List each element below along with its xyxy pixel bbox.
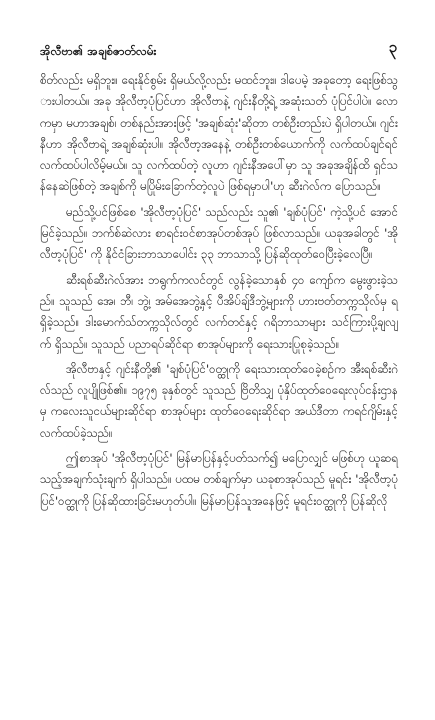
paragraph-1: စိတ်လည်း မရှိဘူး။ ရေးနိုင်စွမ်း ရှိမယ်လို့လည်း မထင်ဘူး။ ဒါပေမဲ့ အခုတော့ ရေးဖြစ်သွားပါတယ်။ အခု အိုလီဗာ့ပုံပြင်ဟာ အိုလီဗာနဲ့ ဂျင်းနီတို့ရဲ့ အဆုံးသတ် ပုံပြင်ပါပဲ။ လောကမှာ မဟာအချစ်၊ တစ်နည်းအားဖြင့် 'အချစ်ဆုံး'ဆိုတာ တစ်ဦးတည်းပဲ ရှိပါတယ်။ ဂျင်းနီဟာ အိုလီဗာရဲ့ အချစ်ဆုံးပါ။ အိုလီဗာ့အနေနဲ့ တစ်ဦးတစ်ယောက်ကို လက်ထပ်ချင်ရင် လက်ထပ်ပါလိမ့်မယ်။ သူ လက်ထပ်တဲ့ လူဟာ ဂျင်းနီအပေါ်မှာ သူ အခုအချိန်ထိ ရှင်သန်နေဆဲဖြစ်တဲ့ အချစ်ကို မပြိုမ်းခြောက်တဲ့လူပဲ ဖြစ်ရမှာပါ'ဟု ဆီးဂဲလ်က ပြောသည်။ (40, 73, 398, 194)
body-text (40, 70, 398, 516)
paragraph-5: ဤစာအုပ် 'အိုလီဗာ့ပုံပြင်' မြန်မာပြန်နှင့်ပတ်သက်၍ မပြောလျှင် မဖြစ်ဟု ယူဆရသည့်အချက်သုံးချက် ရှိပါသည်။ ပထမ တစ်ချက်မှာ ယခုစာအုပ်သည် မူရင်း 'အိုလီဗာ့ပုံပြင်'ဝတ္ထုကို ပြန်ဆိုထားခြင်းမဟုတ်ပါ။ မြန်မာပြန်သူအနေဖြင့် မူရင်းဝတ္ထုကို ပြန်ဆိုလို (40, 451, 398, 508)
paragraph-3: ဆီးရစ်ဆီးဂဲလ်အား ဘရွက်ကလင်တွင် လွန်ခဲ့သောနှစ် ၄၀ ကျော်က မွေးဖွားခဲ့သည်။ သူသည် အေ၊ ဘီ၊ ဘွဲ့၊ အမ်အေဘွဲ့နှင့် ပီအိပ်ချ်ဒီဘွဲ့များကို ဟားဗတ်တက္ကသိုလ်မှ ရရှိခဲ့သည်။ ဒါးမောက်သ်တက္ကသိုလ်တွင် လက်တင်နှင့် ဂရိဘာသာများ သင်ကြားပို့ချလျက် ရှိသည်။ သူသည် ပညာရပ်ဆိုင်ရာ စာအုပ်များကို ရေးသားပြုစုခဲ့သည်။ (40, 272, 398, 351)
paragraph-4: အိုလီဗာနှင့် ဂျင်းနီတို့၏ 'ချစ်ပုံပြင်'ဝတ္ထုကို ရေးသားထုတ်ဝေခဲ့စဉ်က အီးရစ်ဆီးဂဲလ်သည် လူပျိုဖြစ်၏။ ၁၉၇၅ ခုနှစ်တွင် သူသည် ဗြိတိသျှ ပုံနှိပ်ထုတ်ဝေရေးလုပ်ငန်းဌာနမှ ကလေးသူငယ်များဆိုင်ရာ စာအုပ်များ ထုတ်ဝေရေးဆိုင်ရာ အယ်ဒီတာ ကရင်ဂျိမ်းနှင့် လက်ထပ်ခဲ့သည်။ (40, 361, 398, 440)
paragraph-2: မည်သို့ပင်ဖြစ်စေ 'အိုလီဗာ့ပုံပြင်' သည်လည်း သူ၏ 'ချစ်ပုံပြင်' ကဲ့သို့ပင် အောင်မြင်ခဲ့သည်။ ဘက်စ်ဆဲလား စာရင်းဝင်စာအုပ်တစ်အုပ် ဖြစ်လာသည်။ ယခုအခါတွင် 'အိုလီဗာ့ပုံပြင်' ကို နိုင်ငံခြားဘာသာပေါင်း ၃၃ ဘာသာသို့ ပြန်ဆိုထုတ်ဝေပြီးခဲ့လေပြီ။ (40, 204, 398, 262)
page-number: ၃ (388, 38, 397, 56)
running-title: အိုလီဗာ၏ အချစ်ဇာတ်လမ်း (40, 44, 157, 58)
